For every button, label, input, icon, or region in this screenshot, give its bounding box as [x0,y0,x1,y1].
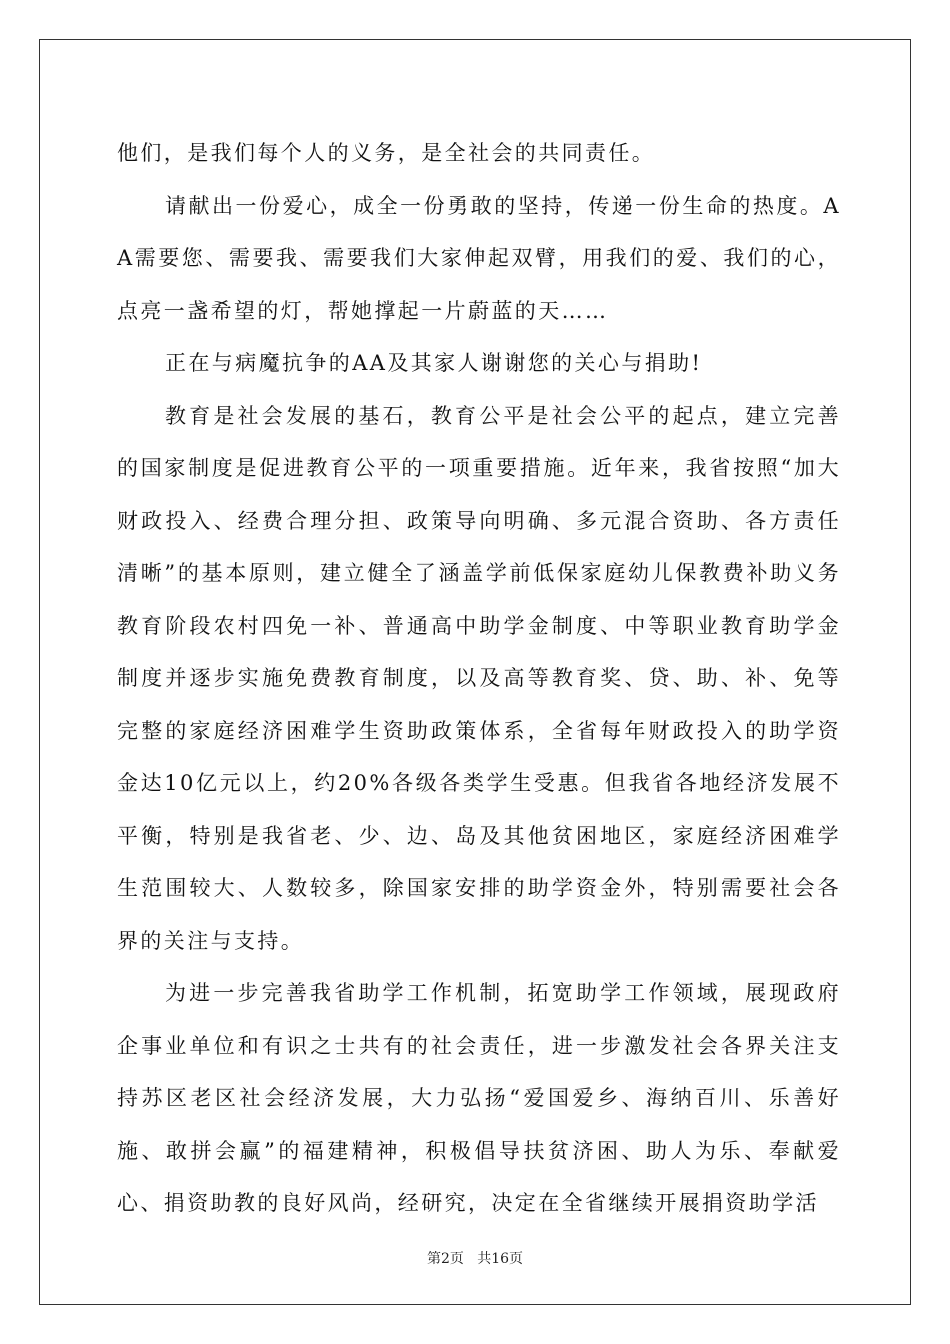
document-body [117,127,841,1230]
page-number-footer: 第2页 共16页 [426,1251,524,1267]
paragraph-5: 为进一步完善我省助学工作机制，拓宽助学工作领域，展现政府企事业单位和有识之士共有的社会责任，进一步激发社会各界关注支持苏区老区社会经济发展，大力弘扬“爱国爱乡、海纳百川、乐善好施、敢拼会赢”的福建精神，积极倡导扶贫济困、助人为乐、奉献爱心、捐资助教的良好风尚，经研究，决定在全省继续开展捐资助学活 [117,981,841,1215]
paragraph-3: 正在与病魔抗争的AA及其家人谢谢您的关心与捐助! [165,351,703,375]
paragraph-4: 教育是社会发展的基石，教育公平是社会公平的起点，建立完善的国家制度是促进教育公平的一项重要措施。近年来，我省按照“加大财政投入、经费合理分担、政策导向明确、多元混合资助、各方责任清晰”的基本原则，建立健全了涵盖学前低保家庭幼儿保教费补助义务教育阶段农村四免一补、普通高中助学金制度、中等职业教育助学金制度并逐步实施免费教育制度，以及高等教育奖、贷、助、补、免等完整的家庭经济困难学生资助政策体系，全省每年财政投入的助学资金达10亿元以上，约20%各级各类学生受惠。但我省各地经济发展不平衡，特别是我省老、少、边、岛及其他贫困地区，家庭经济困难学生范围较大、人数较多，除国家安排的助学资金外，特别需要社会各界的关注与支持。 [117,403,841,953]
paragraph-1: 他们，是我们每个人的义务，是全社会的共同责任。 [117,141,656,165]
paragraph-2: 请献出一份爱心，成全一份勇敢的坚持，传递一份生命的热度。AA需要您、需要我、需要我们大家伸起双臂，用我们的爱、我们的心，点亮一盏希望的灯，帮她撑起一片蔚蓝的天…… [117,193,841,323]
